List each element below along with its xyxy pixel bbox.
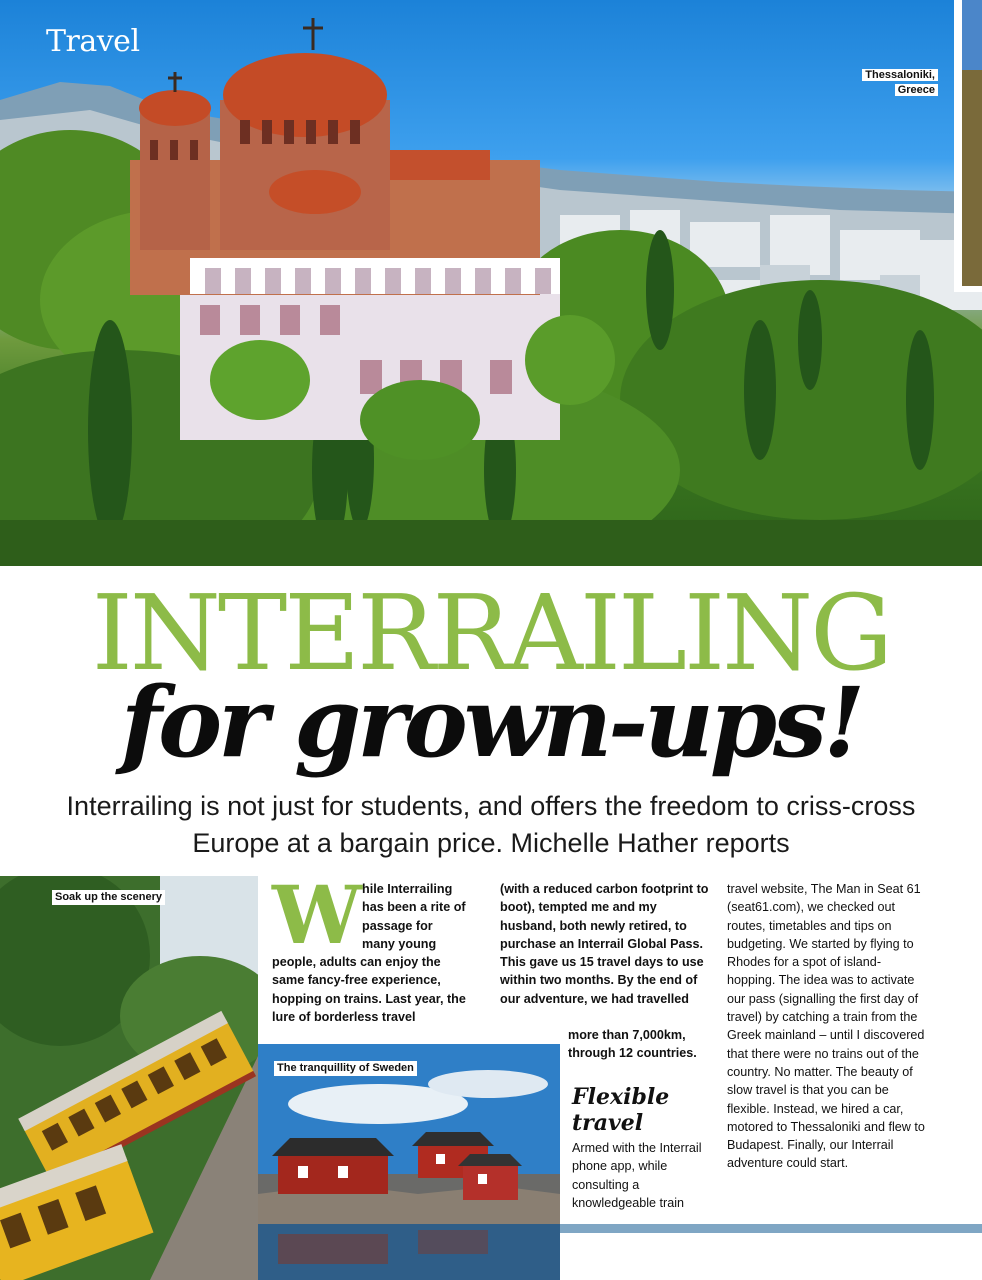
train-caption: Soak up the scenery [52,890,165,905]
subheading-flexible-travel: Flexible travel [572,1084,670,1136]
hero-caption-line1: Thessaloniki, [862,69,938,81]
body-column-2b: more than 7,000km, through 12 countries. [568,1028,697,1061]
train-photo [0,876,258,1280]
sweden-caption: The tranquillity of Sweden [274,1061,417,1076]
drop-cap: W [272,868,362,962]
body-text-col1: hile Interrailing has been a rite of passage for many young people, adults can enjoy the same fancy-free experience, hopping on trains. Last year, the lure of borderless travel [272,882,466,1025]
sweden-cottages-illustration [258,1044,560,1280]
train-illustration [0,876,258,1280]
section-label: Travel [46,24,140,59]
body-column-1 [272,868,468,1026]
footer-rule [560,1224,982,1233]
headline-title: INTERRAILING [91,572,891,694]
hero-photo [0,0,982,566]
headline-subtitle: for grown-ups! [120,666,862,779]
body-column-2a: (with a reduced carbon footprint to boot), tempted me and my husband, both newly retired, to purchase an Interrail Global Pass. This gave us 15 travel days to use within two months. By the end of our adventure, we had travelled [500,882,709,1006]
standfirst: Interrailing is not just for students, and offers the freedom to criss-cross Europe at a bargain price. Michelle Hather reports [66,791,916,858]
body-column-2c: Armed with the Interrail phone app, while consulting a knowledgeable train [572,1141,702,1210]
hero-caption [828,68,938,98]
body-column-3: travel website, The Man in Seat 61 (seat61.com), we checked out routes, timetables and tips on budgeting. We started by flying to Rhodes for a spot of island-hopping. The idea was to activate our pass (signalling the first day of travel) by catching a train from the Greek mainland – until I discovered that there were no trains out of the country. No matter. The beauty of slow travel is that you can be flexible. Instead, we hired a car, motored to Thessaloniki and flew to Budapest. Finally, our Interrail adventure could start. [727,882,925,1171]
sweden-photo [258,1044,560,1280]
hero-caption-line2: Greece [895,84,938,96]
